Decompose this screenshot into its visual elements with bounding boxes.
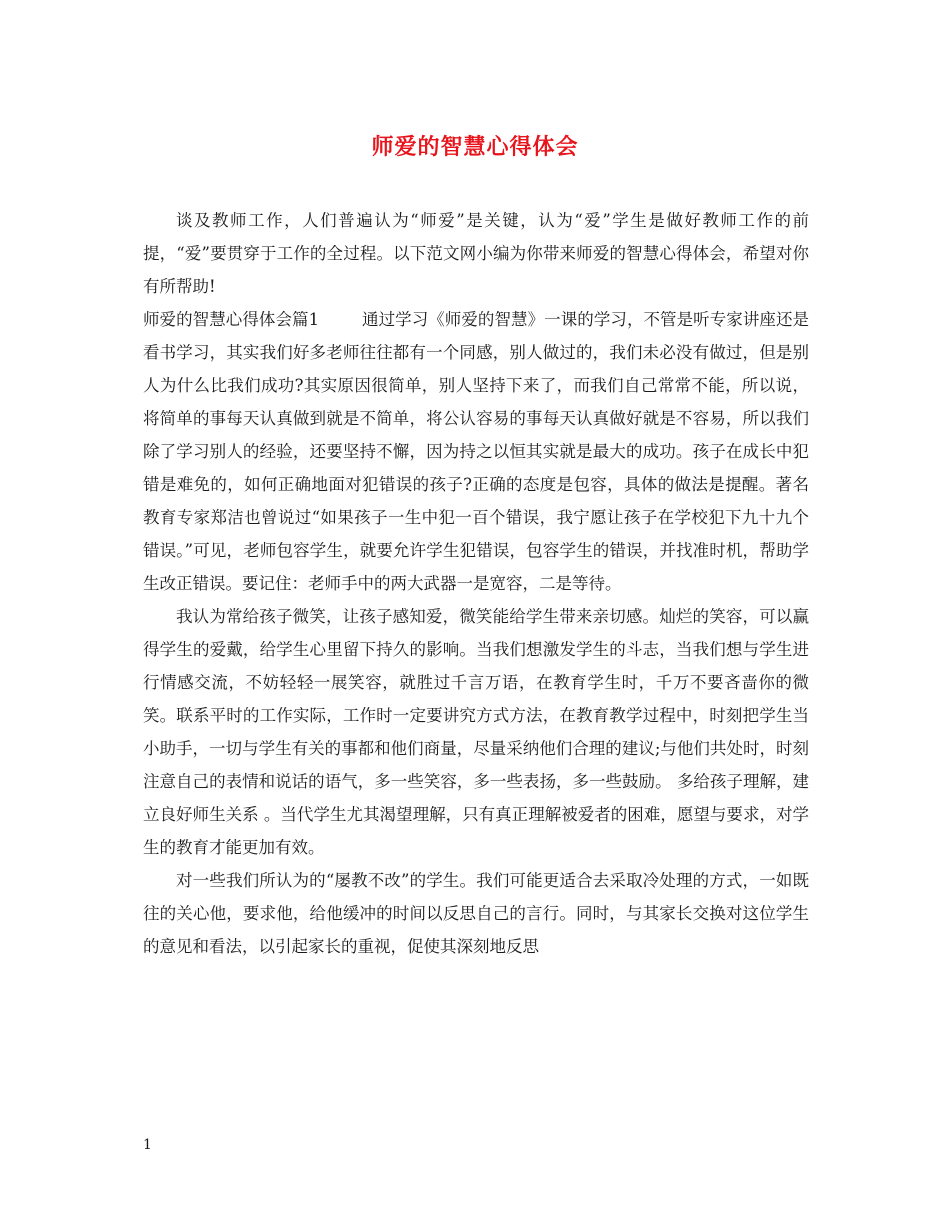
paragraph-3: 对一些我们所认为的“屡教不改”的学生。我们可能更适合去采取冷处理的方式，一如既往的关心他，要求他，给他缓冲的时间以反思自己的言行。同时，与其家长交换对这位学生的意见和看法，以引起家长的重视，促使其深刻地反思 (143, 871, 809, 956)
page-number: 1 (143, 1137, 152, 1153)
paragraph-2: 我认为常给孩子微笑，让孩子感知爱，微笑能给学生带来亲切感。灿烂的笑容，可以赢得学生的爱戴，给学生心里留下持久的影响。当我们想激发学生的斗志，当我们想与学生进行情感交流，不妨轻轻一展笑容，就胜过千言万语，在教育学生时，千万不要吝啬你的微笑。联系平时的工作实际，工作时一定要讲究方式方法，在教育教学过程中，时刻把学生当小助手，一切与学生有关的事都和他们商量，尽量采纳他们合理的建议;与他们共处时，时刻注意自己的表情和说话的语气，多一些笑容，多一些表扬，多一些鼓励。 多给孩子理解，建立良好师生关系 。当代学生尤其渴望理解，只有真正理解被爱者的困难，愿望与要求，对学生的教育才能更加有效。 (143, 607, 809, 857)
section-heading: 师爱的智慧心得体会篇1 (143, 310, 320, 329)
paragraph-1-text: 通过学习《师爱的智慧》一课的学习，不管是听专家讲座还是看书学习，其实我们好多老师往往都有一个同感，别人做过的，我们未必没有做过，但是别人为什么比我们成功?其实原因很简单，别人坚持下来了，而我们自己常常不能，所以说，将简单的事每天认真做到就是不简单，将公认容易的事每天认真做好就是不容易，所以我们除了学习别人的经验，还要坚持不懈，因为持之以恒其实就是最大的成功。孩子在成长中犯错是难免的，如何正确地面对犯错误的孩子?正确的态度是包容，具体的做法是提醒。著名教育专家郑洁也曾说过“如果孩子一生中犯一百个错误，我宁愿让孩子在学校犯下九十九个错误。”可见，老师包容学生，就要允许学生犯错误，包容学生的错误，并找准时机，帮助学生改正错误。要记住：老师手中的两大武器一是宽容，二是等待。 (143, 310, 810, 593)
section-paragraph-1 (143, 303, 809, 600)
intro-paragraph: 谈及教师工作，人们普遍认为“师爱”是关键，认为“爱”学生是做好教师工作的前提，“爱”要贯穿于工作的全过程。以下范文网小编为你带来师爱的智慧心得体会，希望对你有所帮助! (143, 211, 809, 296)
document-body (143, 204, 809, 963)
document-title: 师爱的智慧心得体会 (371, 134, 579, 160)
